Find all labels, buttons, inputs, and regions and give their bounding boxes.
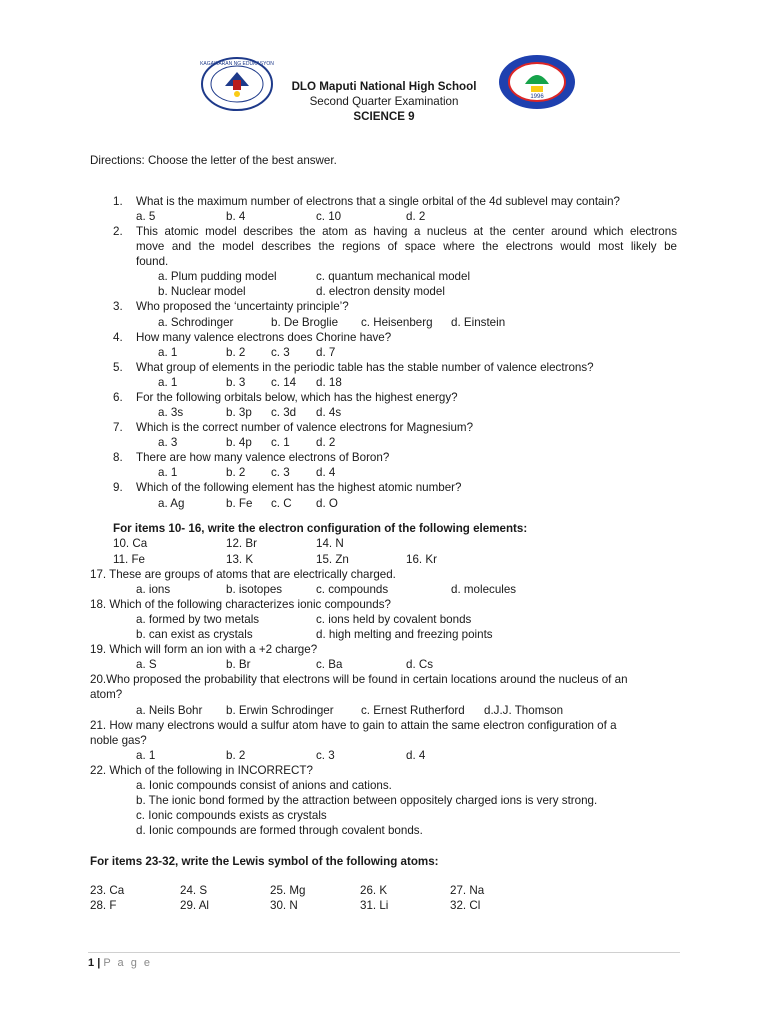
choice-b: b. 4p	[226, 436, 252, 449]
page-footer	[88, 956, 152, 970]
choice-b: b. Br	[226, 658, 251, 671]
lewis-item: 25. Mg	[270, 884, 306, 897]
lewis-item: 27. Na	[450, 884, 485, 897]
choice-c: c. 3d	[271, 406, 297, 419]
choice-b: b. can exist as crystals	[136, 628, 253, 641]
choice-a: a. formed by two metals	[136, 613, 260, 626]
question-text-line: found.	[136, 255, 169, 268]
question-text-line: 20.Who proposed the probability that electrons will be found in certain locations around the nucleus of an	[90, 673, 628, 686]
question-text: Which is the correct number of valence electrons for Magnesium?	[136, 421, 474, 434]
choice-b: b. Nuclear model	[158, 285, 246, 298]
choice-c: c. C	[271, 497, 292, 510]
question-text: 18. Which of the following characterizes ionic compounds?	[90, 598, 391, 611]
school-name: DLO Maputi National High School	[291, 80, 477, 93]
question-number: 1.	[113, 195, 123, 208]
question-number: 8.	[113, 451, 123, 464]
svg-text:1996: 1996	[530, 94, 544, 100]
choice-a: a. ions	[136, 583, 171, 596]
choice-c: c. Ernest Rutherford	[361, 704, 465, 717]
choice-d: d. Ionic compounds are formed through covalent bonds.	[136, 824, 423, 837]
question-number: 5.	[113, 361, 123, 374]
choice-d: d. 18	[316, 376, 342, 389]
choice-a: a. 1	[158, 466, 178, 479]
question-text: Who proposed the ‘uncertainty principle’?	[136, 300, 349, 313]
question-text: Which of the following element has the highest atomic number?	[136, 481, 462, 494]
choice-d: d. 7	[316, 346, 336, 359]
lewis-item: 28. F	[90, 899, 117, 912]
question-text: What is the maximum number of electrons that a single orbital of the 4d sublevel may contain?	[136, 195, 620, 208]
choice-d: d. electron density model	[316, 285, 445, 298]
question-text: There are how many valence electrons of Boron?	[136, 451, 390, 464]
choice-b: b. 4	[226, 210, 246, 223]
choice-c: c. 14	[271, 376, 297, 389]
footer-divider	[88, 952, 680, 953]
question-text: 22. Which of the following in INCORRECT?	[90, 764, 313, 777]
config-item: 14. N	[316, 537, 344, 550]
question-number: 7.	[113, 421, 123, 434]
config-item: 12. Br	[226, 537, 257, 550]
choice-d: d. high melting and freezing points	[316, 628, 493, 641]
school-seal-logo	[497, 54, 577, 110]
question-text: 17. These are groups of atoms that are electrically charged.	[90, 568, 396, 581]
lewis-item: 31. Li	[360, 899, 389, 912]
question-text-line: 21. How many electrons would a sulfur atom have to gain to attain the same electron configuration of a	[90, 719, 617, 732]
choice-c: c. 3	[316, 749, 335, 762]
config-item: 15. Zn	[316, 553, 349, 566]
choice-d: d. 4	[316, 466, 336, 479]
question-number: 4.	[113, 331, 123, 344]
choice-b: b. 2	[226, 749, 246, 762]
lewis-item: 26. K	[360, 884, 388, 897]
choice-c: c. Ionic compounds exists as crystals	[136, 809, 327, 822]
choice-c: c. 3	[271, 466, 290, 479]
section-title-electron-config: For items 10- 16, write the electron configuration of the following elements:	[113, 522, 528, 535]
page-label: P a g e	[103, 957, 152, 969]
choice-d: d. Cs	[406, 658, 434, 671]
choice-a: a. Neils Bohr	[136, 704, 203, 717]
choice-d: d. Einstein	[451, 316, 506, 329]
choice-a: a. Ag	[158, 497, 185, 510]
choice-b: b. isotopes	[226, 583, 283, 596]
choice-c: c. Ba	[316, 658, 343, 671]
section-title-lewis-symbol: For items 23-32, write the Lewis symbol of the following atoms:	[90, 855, 439, 868]
choice-a: a. Ionic compounds consist of anions and cations.	[136, 779, 392, 792]
question-text: How many valence electrons does Chorine have?	[136, 331, 392, 344]
choice-a: a. Plum pudding model	[158, 270, 277, 283]
choice-c: c. 1	[271, 436, 290, 449]
lewis-item: 29. Al	[180, 899, 210, 912]
choice-d: d. 2	[316, 436, 336, 449]
choice-b: b. 2	[226, 466, 246, 479]
choice-d: d.J.J. Thomson	[484, 704, 564, 717]
page-number: 1	[88, 957, 95, 969]
choice-c: c. Heisenberg	[361, 316, 433, 329]
config-item: 11. Fe	[113, 553, 146, 566]
config-item: 13. K	[226, 553, 254, 566]
question-text: For the following orbitals below, which has the highest energy?	[136, 391, 458, 404]
choice-b: b. Erwin Schrodinger	[226, 704, 334, 717]
choice-a: a. 3	[158, 436, 178, 449]
choice-d: d. 4	[406, 749, 426, 762]
question-text-line: noble gas?	[90, 734, 147, 747]
choice-b: b. 2	[226, 346, 246, 359]
choice-c: c. 10	[316, 210, 342, 223]
choice-c: c. compounds	[316, 583, 389, 596]
choice-a: a. S	[136, 658, 157, 671]
choice-b: b. The ionic bond formed by the attraction between oppositely charged ions is very strong.	[136, 794, 598, 807]
lewis-item: 32. Cl	[450, 899, 481, 912]
choice-a: a. 1	[158, 346, 178, 359]
choice-c: c. ions held by covalent bonds	[316, 613, 472, 626]
exam-title: Second Quarter Examination	[309, 95, 459, 108]
choice-b: b. 3	[226, 376, 246, 389]
choice-d: d. 2	[406, 210, 426, 223]
directions: Directions: Choose the letter of the best answer.	[90, 154, 337, 167]
choice-d: d. molecules	[451, 583, 517, 596]
choice-a: a. 5	[136, 210, 156, 223]
question-number: 3.	[113, 300, 123, 313]
deped-seal-logo	[200, 56, 274, 112]
choice-d: d. 4s	[316, 406, 342, 419]
choice-b: b. De Broglie	[271, 316, 339, 329]
subject-title: SCIENCE 9	[353, 110, 415, 123]
choice-b: b. Fe	[226, 497, 253, 510]
lewis-item: 24. S	[180, 884, 208, 897]
question-text-line: This atomic model describes the atom as having a nucleus at the center around which electrons	[136, 225, 677, 238]
choice-b: b. 3p	[226, 406, 252, 419]
choice-c: c. quantum mechanical model	[316, 270, 471, 283]
choice-a: a. 1	[158, 376, 178, 389]
lewis-item: 23. Ca	[90, 884, 125, 897]
question-text: What group of elements in the periodic table has the stable number of valence electrons?	[136, 361, 594, 374]
question-number: 6.	[113, 391, 123, 404]
config-item: 16. Kr	[406, 553, 437, 566]
choice-a: a. 3s	[158, 406, 184, 419]
question-number: 9.	[113, 481, 123, 494]
question-text: 19. Which will form an ion with a +2 charge?	[90, 643, 318, 656]
question-text-line: move and the model describes the regions of space where the electrons would most likely be	[136, 240, 677, 253]
question-text-line: atom?	[90, 688, 123, 701]
choice-c: c. 3	[271, 346, 290, 359]
choice-a: a. 1	[136, 749, 156, 762]
page-separator: |	[97, 957, 101, 969]
choice-a: a. Schrodinger	[158, 316, 234, 329]
question-number: 2.	[113, 225, 123, 238]
svg-text:KAGAWARAN NG EDUKASYON: KAGAWARAN NG EDUKASYON	[200, 61, 274, 67]
lewis-item: 30. N	[270, 899, 298, 912]
choice-d: d. O	[316, 497, 338, 510]
config-item: 10. Ca	[113, 537, 148, 550]
